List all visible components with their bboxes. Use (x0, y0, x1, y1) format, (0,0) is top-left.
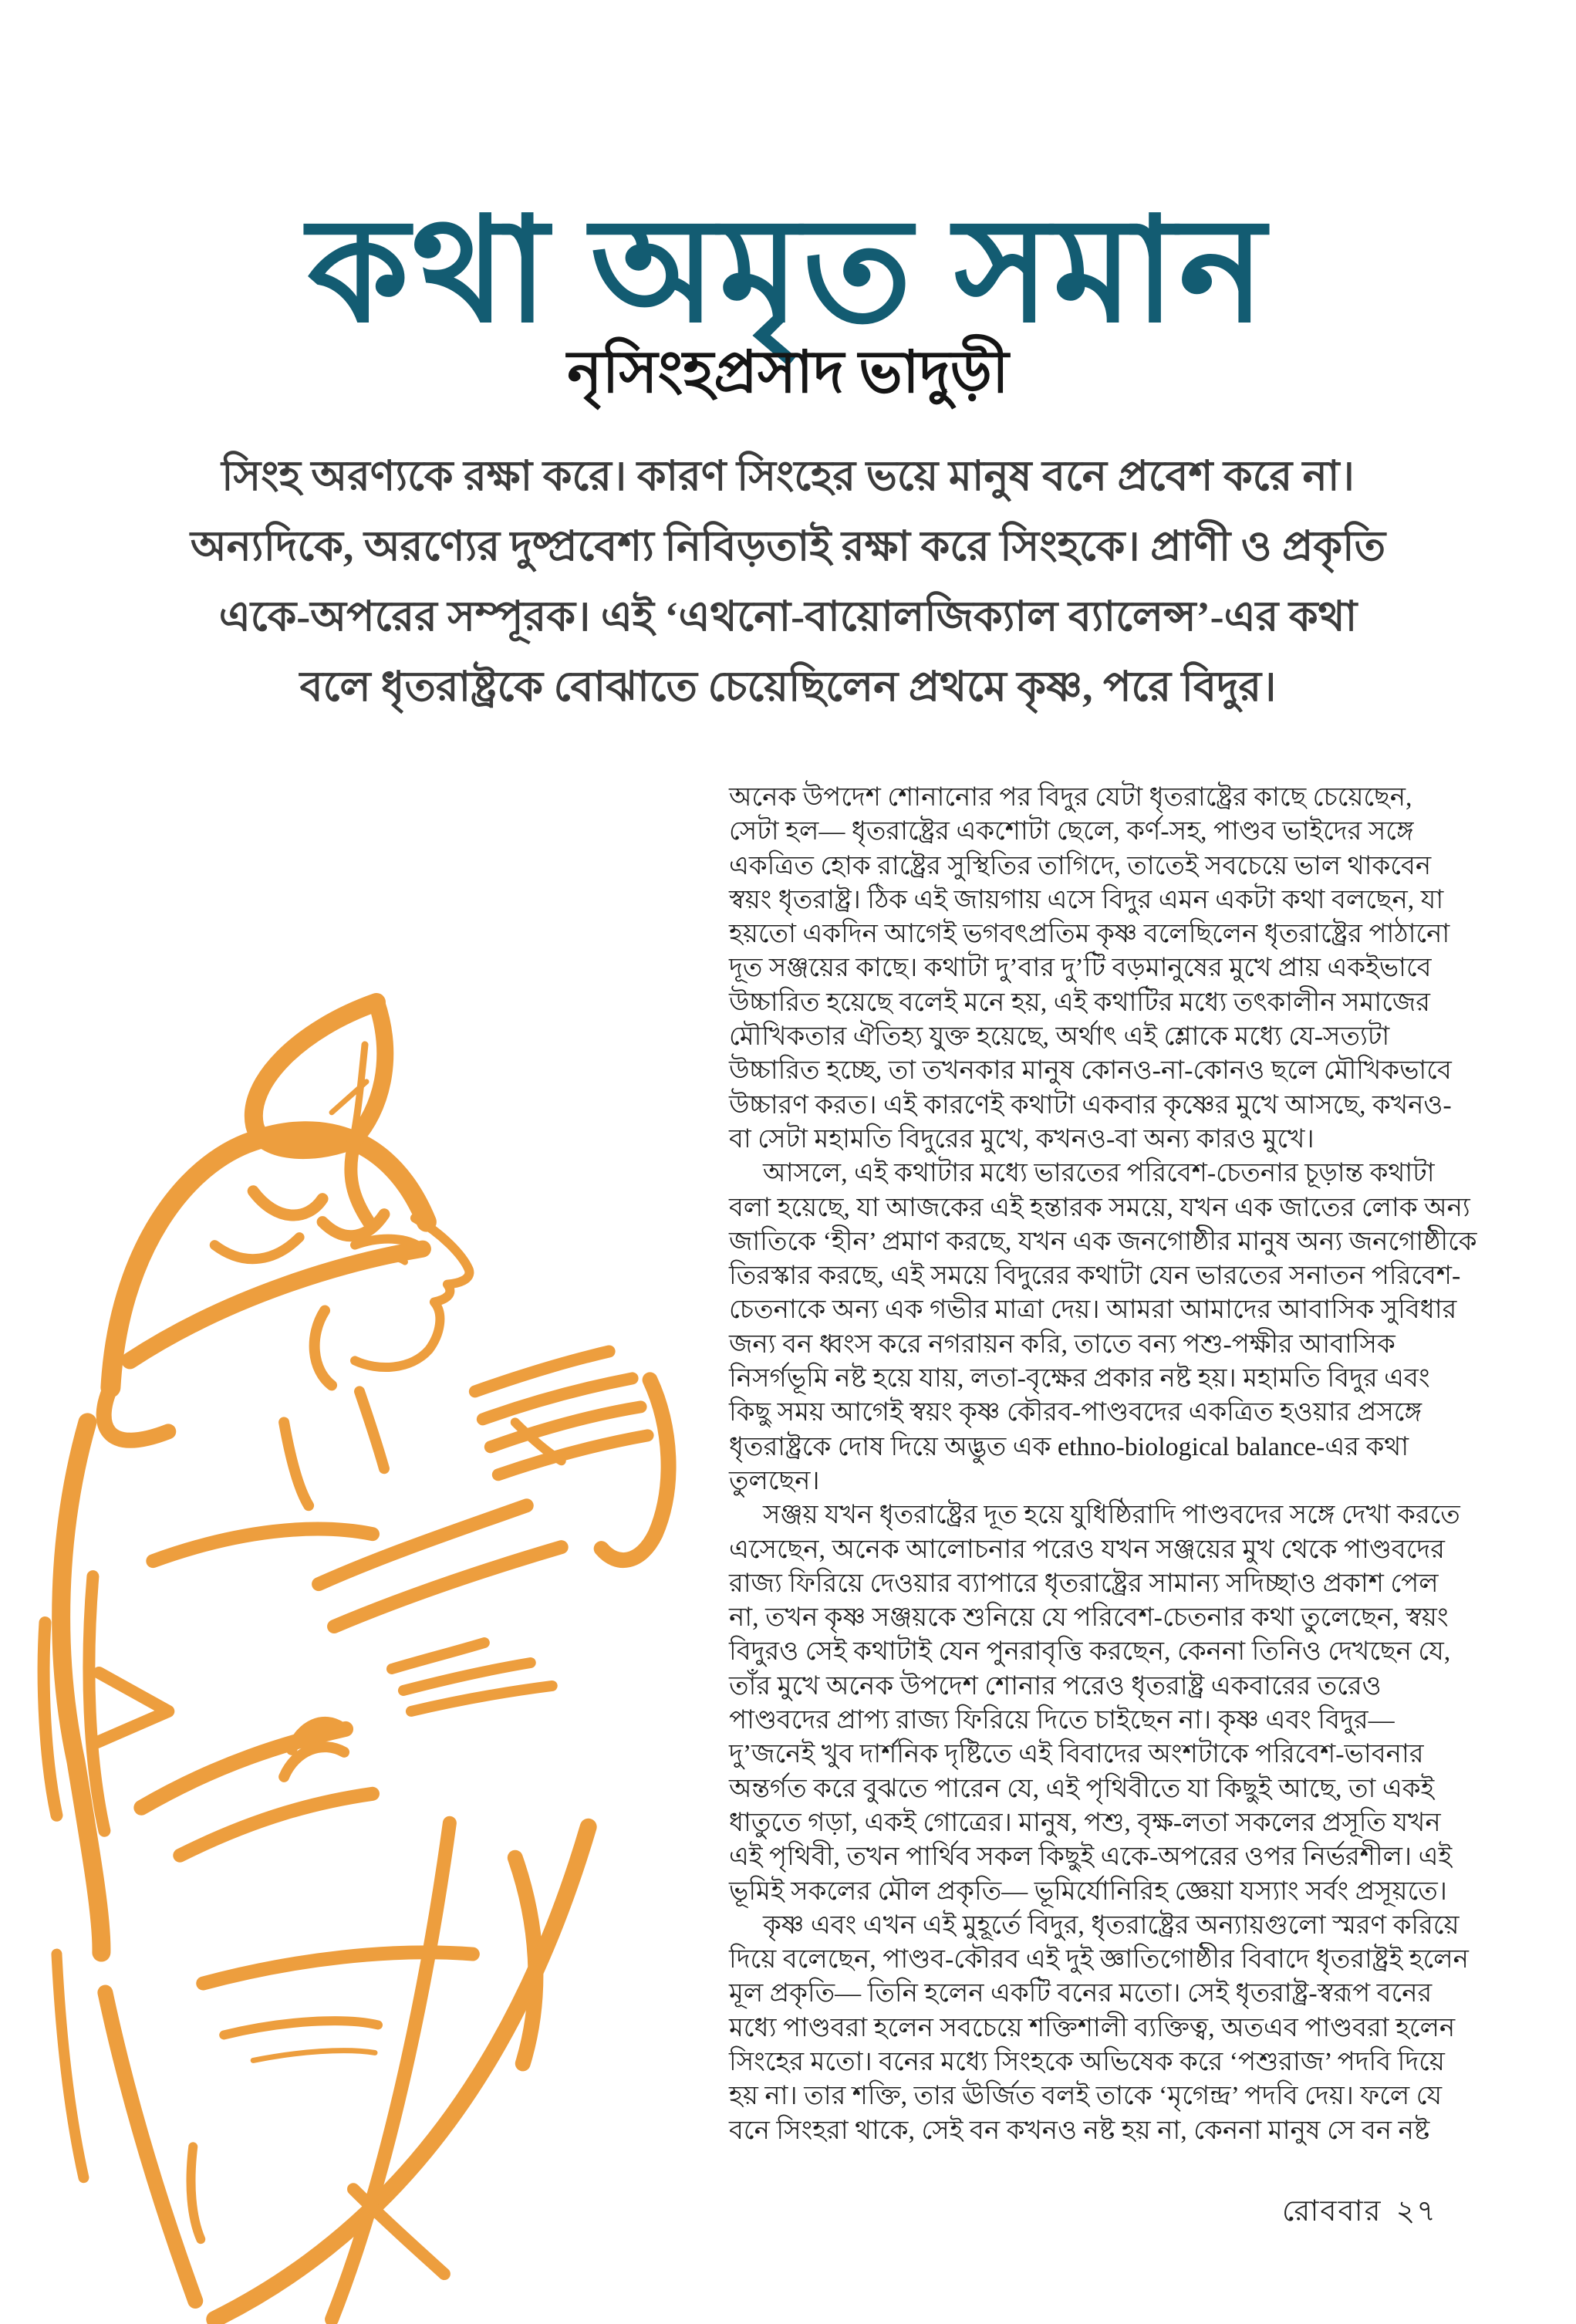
paragraph (729, 1909, 1481, 2148)
text-line: অন্তর্গত করে বুঝতে পারেন যে, এই পৃথিবীতে যা কিছুই আছে, তা একই (729, 1774, 1435, 1803)
text-line: দূত সঞ্জয়ের কাছে। কথাটা দু’বার দু’টি বড়মানুষের মুখে প্রায় একইভাবে (729, 954, 1432, 983)
text-line: ভূমিই সকলের মৌল প্রকৃতি— ভূমির্যোনিরিহ জ্ঞেয়া যস্যাং সর্বং প্রসূয়তে। (729, 1876, 1447, 1906)
text-line: তাঁর মুখে অনেক উপদেশ শোনার পরেও ধৃতরাষ্ট্র একবারের তরেও (729, 1671, 1382, 1701)
text-line: কিছু সময় আগেই স্বয়ং কৃষ্ণ কৌরব-পাণ্ডবদের একত্রিত হওয়ার প্রসঙ্গে (729, 1398, 1422, 1427)
text-line: তিরস্কার করছে, এই সময়ে বিদুরের কথাটা যেন ভারতের সনাতন পরিবেশ- (729, 1262, 1461, 1291)
text-line: বিদুরও সেই কথাটাই যেন পুনরাবৃত্তি করছেন, কেননা তিনিও দেখছেন যে, (729, 1637, 1451, 1667)
text-line: চেতনাকে অন্য এক গভীর মাত্রা দেয়। আমরা আমাদের আবাসিক সুবিধার (729, 1295, 1457, 1325)
paragraph (729, 781, 1481, 1157)
page-folio (1282, 2188, 1437, 2238)
text-line: বলা হয়েছে, যা আজকের এই হন্তারক সময়ে, যখন এক জাতের লোক অন্য (729, 1193, 1470, 1222)
text-line: তুলছেন। (729, 1466, 820, 1495)
text-line: একত্রিত হোক রাষ্ট্রের সুস্থিতির তাগিদে, তাতেই সবচেয়ে ভাল থাকবেন (729, 851, 1432, 880)
text-line: দিয়ে বলেছেন, পাণ্ডব-কৌরব এই দুই জ্ঞাতিগোষ্ঠীর বিবাদে ধৃতরাষ্ট্রই হলেন (729, 1945, 1469, 1974)
text-line: মধ্যে পাণ্ডবরা হলেন সবচেয়ে শক্তিশালী ব্যক্তিত্ব, অতএব পাণ্ডবরা হলেন (729, 2013, 1456, 2042)
text-line: হয়তো একদিন আগেই ভগবৎপ্রতিম কৃষ্ণ বলেছিলেন ধৃতরাষ্ট্রের পাঠানো (729, 920, 1450, 949)
text-line: আসলে, এই কথাটার মধ্যে ভারতের পরিবেশ-চেতনার চূড়ান্ত কথাটা (763, 1159, 1435, 1188)
author-name: নৃসিংহপ্রসাদ ভাদুড়ী (567, 340, 1009, 405)
magazine-name: রোববার (1282, 2195, 1382, 2228)
text-line: এসেছেন, অনেক আলোচনার পরেও যখন সঞ্জয়ের মুখ থেকে পাণ্ডবদের (729, 1535, 1445, 1564)
text-line: বনে সিংহরা থাকে, সেই বন কখনও নষ্ট হয় না, কেননা মানুষ সে বন নষ্ট (729, 2116, 1430, 2145)
intro-line: অন্যদিকে, অরণ্যের দুষ্প্রবেশ্য নিবিড়তাই রক্ষা করে সিংহকে। প্রাণী ও প্রকৃতি (190, 523, 1386, 569)
text-line: রাজ্য ফিরিয়ে দেওয়ার ব্যাপারে ধৃতরাষ্ট্রের সামান্য সদিচ্ছাও প্রকাশ পেল (729, 1569, 1439, 1598)
page-title: কথা অমৃত সমান (307, 190, 1269, 352)
text-line: বা সেটা মহামতি বিদুরের মুখে, কখনও-বা অন্য কারও মুখে। (729, 1124, 1314, 1154)
intro-line: একে-অপরের সম্পূরক। এই ‘এথনো-বায়োলজিক্যাল ব্যালেন্স’-এর কথা (218, 593, 1358, 640)
text-line: হয় না। তার শক্তি, তার ঊর্জিত বলই তাকে ‘মৃগেন্দ্র’ পদবি দেয়। ফলে যে (729, 2082, 1443, 2111)
text-line: জন্য বন ধ্বংস করে নগরায়ন করি, তাতে বন্য পশু-পক্ষীর আবাসিক (729, 1329, 1395, 1359)
text-line: অনেক উপদেশ শোনানোর পর বিদুর যেটা ধৃতরাষ্ট্রের কাছে চেয়েছেন, (729, 783, 1412, 812)
text-line: মৌখিকতার ঐতিহ্য যুক্ত হয়েছে, অর্থাৎ এই শ্লোকে মধ্যে যে-সত্যটা (729, 1022, 1390, 1052)
text-line: স্বয়ং ধৃতরাষ্ট্র। ঠিক এই জায়গায় এসে বিদুর এমন একটা কথা বলছেন, যা (729, 885, 1444, 914)
text-line: ধাতুতে গড়া, একই গোত্রের। মানুষ, পশু, বৃক্ষ-লতা সকলের প্রসূতি যখন (729, 1808, 1441, 1837)
text-line: সেটা হল— ধৃতরাষ্ট্রের একশোটা ছেলে, কর্ণ-সহ, পাণ্ডব ভাইদের সঙ্গে (729, 817, 1414, 846)
paragraph (729, 1157, 1481, 1498)
page-number: ২৭ (1395, 2195, 1437, 2228)
intro-line: সিংহ অরণ্যকে রক্ষা করে। কারণ সিংহের ভয়ে মানুষ বনে প্রবেশ করে না। (221, 453, 1355, 499)
article-body (729, 781, 1481, 2148)
text-line: উচ্চারণ করত। এই কারণেই কথাটা একবার কৃষ্ণের মুখে আসছে, কখনও- (729, 1090, 1452, 1120)
text-line: কৃষ্ণ এবং এখন এই মুহূর্তে বিদুর, ধৃতরাষ্ট্রের অন্যায়গুলো স্মরণ করিয়ে (763, 1910, 1460, 1940)
figure-illustration (22, 991, 716, 2324)
intro-line: বলে ধৃতরাষ্ট্রকে বোঝাতে চেয়েছিলেন প্রথমে কৃষ্ণ, পরে বিদুর। (299, 664, 1277, 710)
text-line: উচ্চারিত হচ্ছে, তা তখনকার মানুষ কোনও-না-কোনও ছলে মৌখিকভাবে (729, 1056, 1452, 1086)
text-line: উচ্চারিত হয়েছে বলেই মনে হয়, এই কথাটির মধ্যে তৎকালীন সমাজের (729, 988, 1431, 1017)
text-line: পাণ্ডবদের প্রাপ্য রাজ্য ফিরিয়ে দিতে চাইছেন না। কৃষ্ণ এবং বিদুর— (729, 1706, 1395, 1735)
intro-deck (85, 441, 1491, 722)
paragraph (729, 1498, 1481, 1909)
turbaned-figure-drawing (22, 991, 716, 2324)
text-line: ধৃতরাষ্ট্রকে দোষ দিয়ে অদ্ভুত এক ethno-biological balance-এর কথা (729, 1432, 1409, 1461)
text-line: এই পৃথিবী, তখন পার্থিব সকল কিছুই একে-অপরের ওপর নির্ভরশীল। এই (729, 1843, 1453, 1872)
text-line: জাতিকে ‘হীন’ প্রমাণ করছে, যখন এক জনগোষ্ঠীর মানুষ অন্য জনগোষ্ঠীকে (729, 1227, 1477, 1256)
text-line: দু’জনেই খুব দার্শনিক দৃষ্টিতে এই বিবাদের অংশটাকে পরিবেশ-ভাবনার (729, 1740, 1424, 1769)
text-line: নিসর্গভূমি নষ্ট হয়ে যায়, লতা-বৃক্ষের প্রকার নষ্ট হয়। মহামতি বিদুর এবং (729, 1364, 1430, 1393)
text-line: না, তখন কৃষ্ণ সঞ্জয়কে শুনিয়ে যে পরিবেশ-চেতনার কথা তুলেছেন, স্বয়ং (729, 1603, 1449, 1633)
text-line: সিংহের মতো। বনের মধ্যে সিংহকে অভিষেক করে ‘পশুরাজ’ পদবি দিয়ে (729, 2047, 1445, 2076)
text-line: সঞ্জয় যখন ধৃতরাষ্ট্রের দূত হয়ে যুধিষ্ঠিরাদি পাণ্ডবদের সঙ্গে দেখা করতে (763, 1501, 1460, 1530)
text-line: মূল প্রকৃতি— তিনি হলেন একটি বনের মতো। সেই ধৃতরাষ্ট্র-স্বরূপ বনের (729, 1979, 1433, 2008)
